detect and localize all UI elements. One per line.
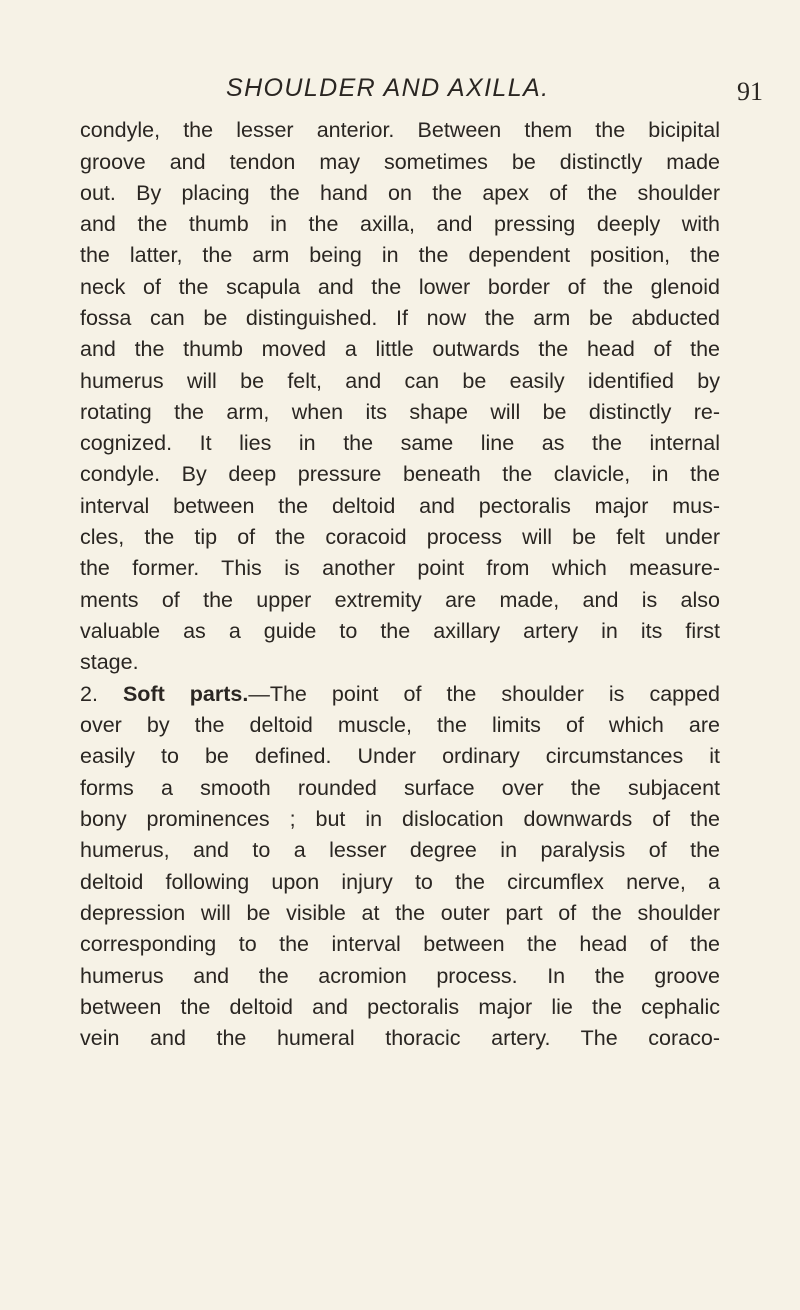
- text-line: vein and the humeral thoracic artery. The coraco-: [80, 1026, 720, 1050]
- text-line: cles, the tip of the coracoid process will be felt under: [80, 525, 720, 549]
- section-first-line: [80, 679, 720, 709]
- text-line: the latter, the arm being in the dependent position, the: [80, 243, 720, 267]
- text-line: condyle. By deep pressure beneath the clavicle, in the: [80, 462, 720, 486]
- text-line: rotating the arm, when its shape will be distinctly re-: [80, 400, 720, 424]
- text-line: forms a smooth rounded surface over the subjacent: [80, 776, 720, 800]
- text-line: condyle, the lesser anterior. Between them the bicipital: [80, 118, 720, 142]
- text-line: between the deltoid and pectoralis major lie the cephalic: [80, 995, 720, 1019]
- text-line: and the thumb moved a little outwards the head of the: [80, 337, 720, 361]
- text-line: neck of the scapula and the lower border of the glenoid: [80, 275, 720, 299]
- text-line: out. By placing the hand on the apex of the shoulder: [80, 181, 720, 205]
- section-lead-text: —The point of the shoulder is capped: [248, 682, 720, 706]
- text-line: valuable as a guide to the axillary artery in its first: [80, 619, 720, 643]
- text-line: over by the deltoid muscle, the limits of which are: [80, 713, 720, 737]
- text-line: humerus will be felt, and can be easily identified by: [80, 369, 720, 393]
- running-title: SHOULDER AND AXILLA.: [226, 74, 550, 102]
- text-line: corresponding to the interval between the head of the: [80, 932, 720, 956]
- text-line: and the thumb in the axilla, and pressing deeply with: [80, 212, 720, 236]
- section-heading: Soft parts.: [122, 682, 249, 706]
- text-line: humerus and the acromion process. In the groove: [80, 964, 720, 988]
- text-line: deltoid following upon injury to the circumflex nerve, a: [80, 870, 720, 894]
- text-line: depression will be visible at the outer part of the shoulder: [80, 901, 720, 925]
- text-line: fossa can be distinguished. If now the arm be abducted: [80, 306, 720, 330]
- text-line: groove and tendon may sometimes be distinctly made: [80, 150, 720, 174]
- text-line: humerus, and to a lesser degree in paralysis of the: [80, 838, 720, 862]
- text-line: the former. This is another point from which measure-: [80, 556, 720, 580]
- text-line: bony prominences ; but in dislocation downwards of the: [80, 807, 720, 831]
- paragraph-end-line: stage.: [80, 650, 139, 674]
- text-line: easily to be defined. Under ordinary circumstances it: [80, 744, 720, 768]
- text-line: cognized. It lies in the same line as the internal: [80, 431, 720, 455]
- page-number: 91: [737, 77, 763, 106]
- text-line: ments of the upper extremity are made, and is also: [80, 588, 720, 612]
- section-number: 2.: [80, 682, 98, 706]
- text-line: interval between the deltoid and pectoralis major mus-: [80, 494, 720, 518]
